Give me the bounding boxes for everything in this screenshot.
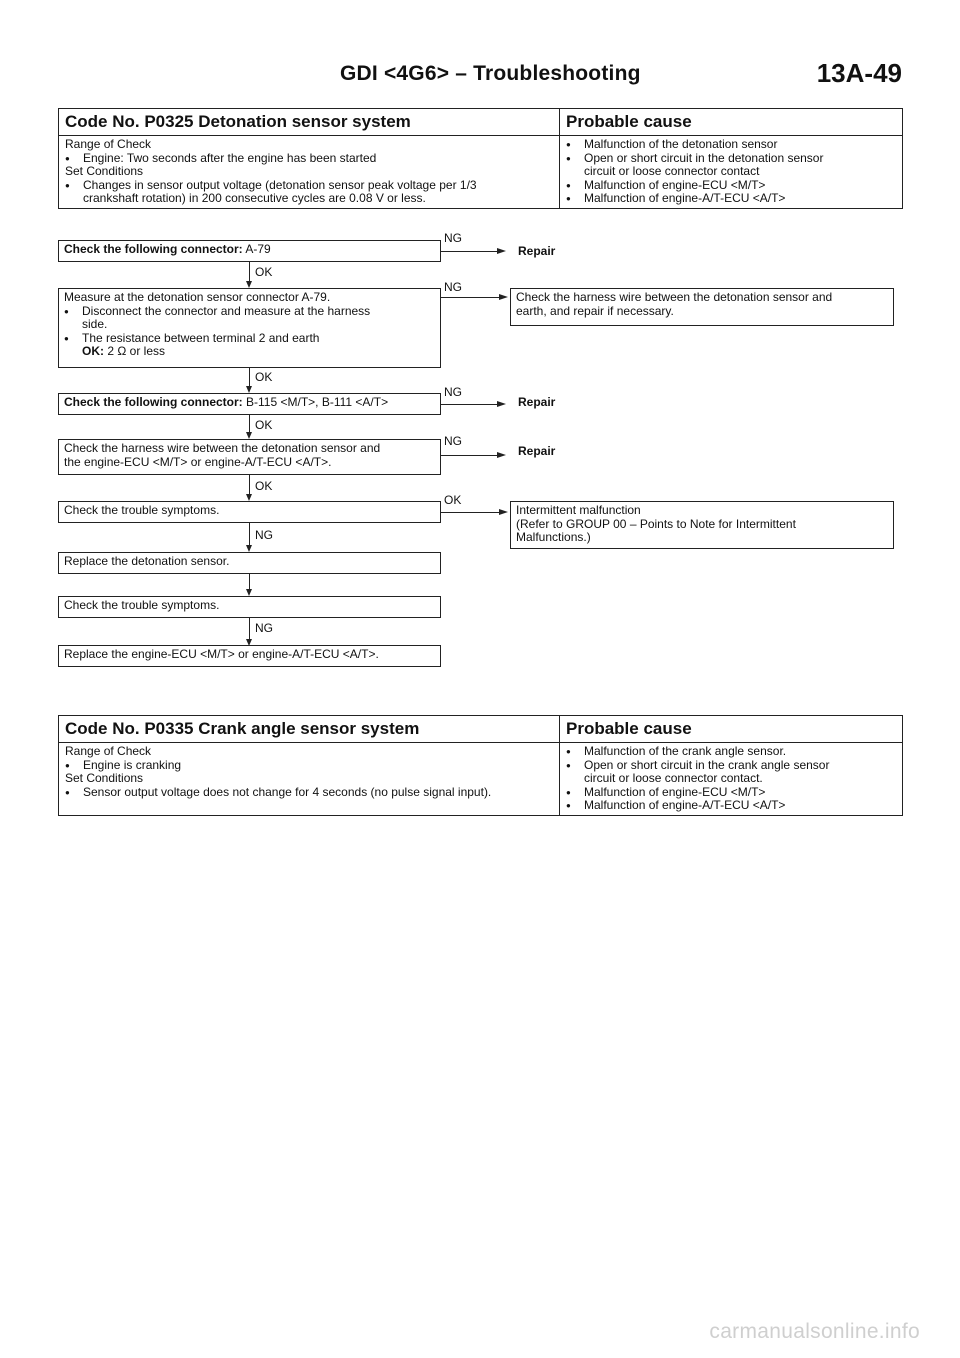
p0335-title: Code No. P0335 Crank angle sensor system bbox=[59, 716, 560, 743]
text-line: (Refer to GROUP 00 – Points to Note for Intermittent bbox=[516, 516, 796, 531]
connector-line bbox=[249, 574, 250, 590]
text-line: Set Conditions bbox=[65, 164, 144, 179]
ok-label: OK bbox=[255, 265, 273, 279]
p0335-causes bbox=[560, 743, 903, 816]
arrow-right-icon bbox=[497, 401, 506, 407]
step-text: Replace the detonation sensor. bbox=[64, 554, 230, 568]
text-line: Range of Check bbox=[65, 137, 152, 151]
step-value: A-79 bbox=[242, 242, 271, 256]
connector-line bbox=[249, 618, 250, 640]
text-line: Check the harness wire between the detonation sensor and bbox=[516, 290, 833, 304]
arrow-down-icon bbox=[246, 494, 252, 501]
p0325-title: Code No. P0325 Detonation sensor system bbox=[59, 109, 560, 136]
result-repair: Repair bbox=[518, 395, 556, 409]
ng-label: NG bbox=[444, 434, 462, 448]
connector-line bbox=[441, 251, 497, 252]
text-line: Check the harness wire between the detonation sensor and bbox=[64, 441, 381, 455]
text-line: ● Engine is cranking bbox=[65, 759, 553, 773]
text-line: Intermittent malfunction bbox=[516, 503, 641, 517]
text-line: Range of Check bbox=[65, 744, 152, 758]
p0335-table bbox=[58, 715, 903, 816]
step-text: Check the trouble symptoms. bbox=[64, 503, 220, 517]
ok-label: OK bbox=[255, 418, 273, 432]
text-line: Measure at the detonation sensor connector A-79. bbox=[64, 290, 331, 304]
p0325-causes bbox=[560, 136, 903, 209]
text-line: circuit or loose connector contact bbox=[584, 164, 760, 179]
ok-criteria-label: OK: bbox=[82, 344, 104, 359]
text-line: ● Malfunction of engine-A/T-ECU <A/T> bbox=[566, 799, 896, 813]
text-line: ● Open or short circuit in the crank angle sensor bbox=[566, 759, 896, 773]
p0325-cause-title: Probable cause bbox=[560, 109, 903, 136]
arrow-right-icon bbox=[497, 452, 506, 458]
connector-line bbox=[441, 297, 499, 298]
text-line: ● Sensor output voltage does not change for 4 seconds (no pulse signal input). bbox=[65, 786, 553, 800]
arrow-down-icon bbox=[246, 589, 252, 596]
ok-label: OK bbox=[255, 479, 273, 493]
connector-line bbox=[249, 475, 250, 495]
connector-line bbox=[249, 262, 250, 282]
flow-step-replace-sensor bbox=[58, 552, 441, 574]
arrow-down-icon bbox=[246, 432, 252, 439]
flow-step-measure-resistance bbox=[58, 288, 441, 368]
step-label: Check the following connector: bbox=[64, 242, 243, 256]
flow-step-check-connector-b115 bbox=[58, 393, 441, 415]
ok-label: OK bbox=[255, 370, 273, 384]
text-line: Malfunctions.) bbox=[516, 530, 591, 545]
result-intermittent-malfunction bbox=[510, 501, 894, 549]
p0325-table bbox=[58, 108, 903, 209]
text-line: ● Engine: Two seconds after the engine has been started bbox=[65, 152, 553, 166]
arrow-down-icon bbox=[246, 281, 252, 288]
text-line: Set Conditions bbox=[65, 771, 144, 786]
text-line: ● Changes in sensor output voltage (detonation sensor peak voltage per 1/3 bbox=[65, 179, 553, 193]
page-number: 13A-49 bbox=[816, 58, 902, 88]
flow-step-check-symptoms bbox=[58, 501, 441, 523]
result-repair: Repair bbox=[518, 444, 556, 458]
step-value: B-115 <M/T>, B-111 <A/T> bbox=[242, 395, 389, 409]
flow-step-check-harness-ecu bbox=[58, 439, 441, 475]
ng-label: NG bbox=[444, 280, 462, 294]
connector-line bbox=[249, 415, 250, 433]
text-line: crankshaft rotation) in 200 consecutive cycles are 0.08 V or less. bbox=[83, 191, 426, 206]
connector-line bbox=[249, 523, 250, 546]
text-line: ● Open or short circuit in the detonation sensor bbox=[566, 152, 896, 166]
text-line: ● Malfunction of engine-A/T-ECU <A/T> bbox=[566, 192, 896, 206]
ok-criteria-value: 2 Ω or less bbox=[104, 344, 165, 359]
ng-label: NG bbox=[255, 528, 273, 542]
text-line: ● The resistance between terminal 2 and earth bbox=[64, 332, 435, 346]
p0325-conditions bbox=[59, 136, 560, 209]
ng-label: NG bbox=[444, 385, 462, 399]
step-text: Replace the engine-ECU <M/T> or engine-A/T-ECU <A/T>. bbox=[64, 647, 379, 661]
connector-line bbox=[441, 455, 497, 456]
flow-step-check-symptoms-2 bbox=[58, 596, 441, 618]
arrow-right-icon bbox=[499, 294, 508, 300]
arrow-right-icon bbox=[497, 248, 506, 254]
text-line: side. bbox=[82, 317, 108, 332]
connector-line bbox=[441, 512, 499, 513]
connector-line bbox=[441, 404, 497, 405]
text-line: ● Malfunction of the detonation sensor bbox=[566, 138, 896, 152]
result-check-harness-earth bbox=[510, 288, 894, 326]
text-line: the engine-ECU <M/T> or engine-A/T-ECU <A/T>. bbox=[64, 454, 332, 469]
watermark: carmanualsonline.info bbox=[709, 1320, 920, 1343]
arrow-right-icon bbox=[499, 509, 508, 515]
ok-label: OK bbox=[444, 493, 462, 507]
text-line: ● Malfunction of the crank angle sensor. bbox=[566, 745, 896, 759]
page-title: GDI <4G6> – Troubleshooting bbox=[340, 62, 641, 85]
connector-line bbox=[249, 368, 250, 387]
ng-label: NG bbox=[255, 621, 273, 635]
text-line: earth, and repair if necessary. bbox=[516, 303, 674, 318]
text-line: ● Malfunction of engine-ECU <M/T> bbox=[566, 786, 896, 800]
flow-step-check-connector-a79 bbox=[58, 240, 441, 262]
p0335-conditions bbox=[59, 743, 560, 816]
flow-step-replace-ecu bbox=[58, 645, 441, 667]
text-line: ● Disconnect the connector and measure at the harness bbox=[64, 305, 435, 319]
p0335-cause-title: Probable cause bbox=[560, 716, 903, 743]
result-repair: Repair bbox=[518, 244, 556, 258]
ng-label: NG bbox=[444, 231, 462, 245]
arrow-down-icon bbox=[246, 386, 252, 393]
text-line: ● Malfunction of engine-ECU <M/T> bbox=[566, 179, 896, 193]
text-line: circuit or loose connector contact. bbox=[584, 771, 763, 786]
step-text: Check the trouble symptoms. bbox=[64, 598, 220, 612]
step-label: Check the following connector: bbox=[64, 395, 243, 409]
arrow-down-icon bbox=[246, 545, 252, 552]
